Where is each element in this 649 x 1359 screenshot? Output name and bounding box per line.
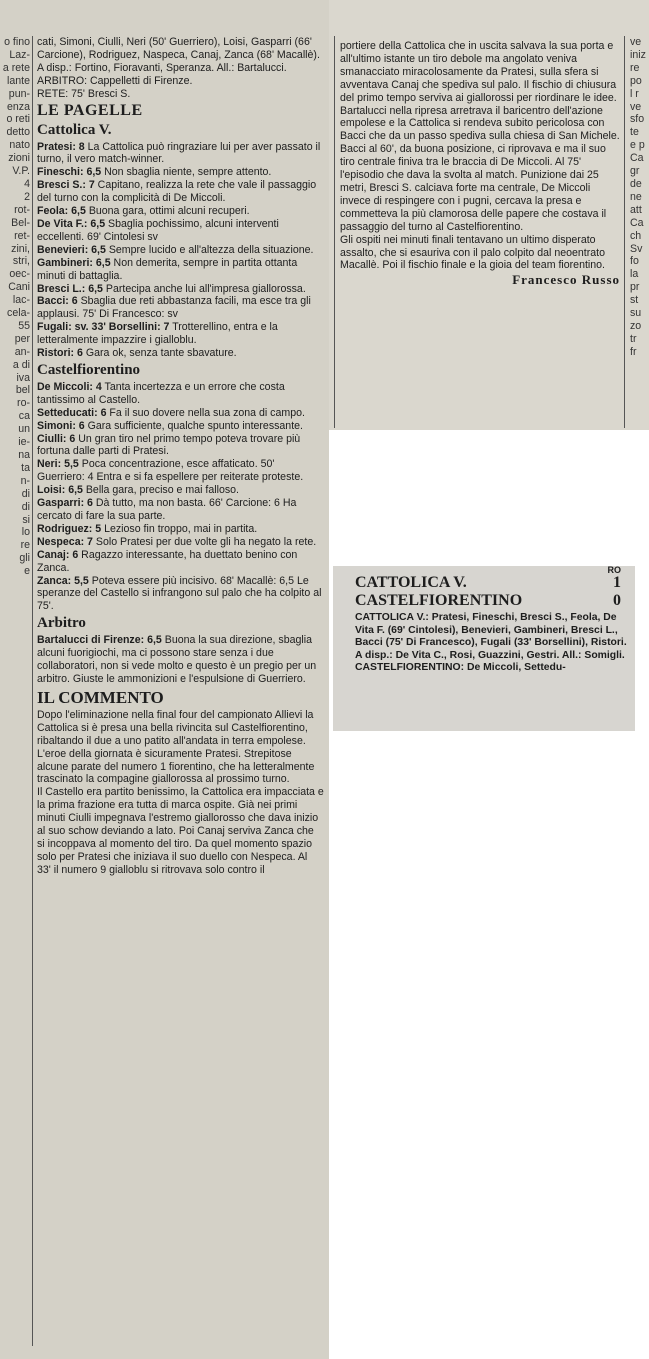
cut-text-fragment: lac- [12,294,30,307]
cut-text-fragment: a rete [2,61,30,74]
player-rating [37,218,324,244]
cut-text-fragment: zini, [11,242,30,255]
player-rating [37,257,324,283]
cut-text-fragment: e p [630,139,645,152]
player-comment: Gara ok, senza tante sbavature. [82,347,237,360]
cut-text-fragment: V.P. [12,165,30,178]
team-score: 0 [613,592,621,609]
player-rating [37,484,324,497]
cut-text-fragment: gr [630,165,640,178]
cut-text-fragment: ta [21,461,30,474]
cut-text-fragment: per [14,332,30,345]
player-rating [37,420,324,433]
cut-text-fragment: zioni [8,152,30,165]
player-rating [37,536,324,549]
cut-text-fragment: o reti [6,113,30,126]
player-comment: Gara sufficiente, qualche spunto interessante. [84,419,303,432]
player-name: Canaj: 6 [37,548,79,561]
player-comment: Capitano, realizza la rete che vale il passaggio del turno con la complicità di De Miccoli. [37,179,317,205]
player-rating [37,295,324,321]
heading-commento: IL COMMENTO [37,687,164,707]
player-rating [37,141,324,167]
cut-text-fragment: fr [630,345,637,358]
cut-text-fragment: di [21,500,30,513]
cut-text-fragment: an- [14,345,30,358]
cut-text-fragment: di [21,487,30,500]
scorebox [333,566,635,731]
cut-text-fragment: Bel- [11,216,30,229]
score-row [333,574,635,592]
cut-text-fragment: Cani [8,281,30,294]
cut-text-fragment: nato [9,139,30,152]
right-cut-column [630,36,649,359]
cut-text-fragment: un [18,423,30,436]
article-paragraph: Bartalucci nella ripresa arretrava il baricentro dell'azione empolese e la Cattolica si rendeva subito pericolosa con Bacci che da un passo spediva sulla chiesa di San Michele. Bacci al 60', da buona posizione, ci riprovava e ma il suo tiro centrale finiva tra le braccia di De Miccoli. Al 75' l'episodio che dava la svolta al match. Punizione dai 25 metri, Bresci S. calciava forte ma centrale, De Miccoli invece di respingere con i pugni, cercava la presa e commetteva la più clamorosa delle papere che costava il passaggio del turno al Castelfiorentino. [340,104,620,233]
player-comment: Dà tutto, ma non basta. 66' Carcione: 6 Ha cercato di fare la sua parte. [37,497,297,522]
scorebox-fragment: RO [607,565,621,575]
player-name: Gambineri: 6,5 [37,256,111,269]
cut-text-fragment: lo [21,526,30,539]
column-divider [334,36,335,428]
player-rating [37,381,324,407]
cut-text-fragment: de [630,177,642,190]
player-comment: Non demerita, sempre in partita ottanta minuti di battaglia. [37,256,298,282]
player-rating [37,549,324,575]
heading-castelfiorentino: Castelfiorentino [37,361,141,378]
player-name: Ciulli: 6 [37,432,76,445]
player-rating [37,458,324,484]
player-comment: Sbaglia pochissimo, alcuni interventi eccellenti. 69' Cintolesi sv [37,217,279,243]
player-rating [37,244,324,257]
cut-text-fragment: si [22,513,30,526]
player-name: Bresci L.: 6,5 [37,282,103,295]
player-name: Setteducati: 6 [37,406,107,419]
cut-text-fragment: Ca [630,152,644,165]
player-rating [37,205,324,218]
player-comment: Lezioso fin troppo, mai in partita. [101,522,258,535]
cut-text-fragment: ch [630,229,642,242]
article-column-left [37,36,324,877]
player-comment: Partecipa anche lui all'impresa giallorossa. [102,282,306,295]
lineup-continuation: cati, Simoni, Ciulli, Neri (50' Guerriero), Loisi, Gasparri (66' Carcione), Rodriguez, Naspeca, Canaj, Zanca (68' Macallè). A disp.: Fortino, Fioravanti, Speranza. All.: Bartalucci. [37,36,320,74]
cut-text-fragment: 55 [18,319,30,332]
commento-paragraph: Il Castello era partito benissimo, la Cattolica era impacciata e la prima frazione era tutta di marca ospite. Già nei primi minuti Ciulli impegnava l'estremo giallorosso che dava inizio al suo schow deviando a lato. Poi Canaj serviva Zanca che si incoppava al momento del tiro. Da quel momento spazio solo per Pratesi che iniziava il suo duello con Nespeca. Al 33' il numero 9 gialloblu si ritrovava solo contro il [37,786,324,876]
heading-cattolica: Cattolica V. [37,121,112,138]
player-rating [37,497,324,523]
cut-text-fragment: zo [630,319,642,332]
commento-paragraph: Dopo l'eliminazione nella final four del campionato Allievi la Cattolica si è presa una bella rivincita sul Castelfiorentino, ribaltando il due a uno patito all'andata in terra empolese. L'eroe della giornata è sicuramente Pratesi. Strepitose alcune parate del numero 1 fiorentino, che ha letteralmente trascinato la compagine giallorossa al prossimo turno. [37,708,315,786]
player-name: Loisi: 6,5 [37,484,83,497]
team-name: CATTOLICA V. [355,574,467,591]
player-comment: Poca concentrazione, esce affaticato. 50' Guerriero: 4 Entra e si fa espellere per reiterate proteste. [37,458,304,484]
cattolica-ratings [37,141,324,360]
player-name: Pratesi: 8 [37,140,85,153]
player-rating [37,179,324,205]
cut-text-fragment: bel [15,384,30,397]
cut-text-fragment: ie- [18,436,30,449]
player-name: Neri: 5,5 [37,458,79,471]
player-comment: Poteva essere più incisivo. 68' Macallè: 6,5 Le speranze del Castello si infrangono sul palo che ha colpito al 75'. [37,574,322,613]
cut-text-fragment: o fino [4,36,30,48]
cut-text-fragment: cela- [7,307,30,320]
player-rating [37,321,324,347]
cut-text-fragment: rot- [14,203,30,216]
player-name: Bacci: 6 [37,295,78,308]
player-name: Fineschi: 6,5 [37,166,102,179]
player-name: Feola: 6,5 [37,205,86,218]
player-comment: Ragazzo interessante, ha duettato benino con Zanca. [37,548,298,574]
cut-text-fragment: lante [7,74,30,87]
player-rating [37,283,324,296]
lineup-text [333,610,635,675]
cut-text-fragment: st [630,294,639,307]
cut-text-fragment: pun- [8,87,30,100]
player-name: Simoni: 6 [37,419,85,432]
column-divider [32,36,33,1346]
cut-text-fragment: att [630,203,642,216]
referee-rating: Bartalucci di Firenze: 6,5 Buona la sua direzione, sbaglia alcuni fuorigiochi, ma ci possono stare senza i due collaboratori, non si vede molto e questo è un pregio per un arbitro. Giuste le ammonizioni e l'espulsione di Guerriero. [37,634,317,685]
cut-text-fragment: Laz- [9,48,30,61]
heading-pagelle: LE PAGELLE [37,101,143,119]
player-comment: Buona gara, ottimi alcuni recuperi. [85,205,250,218]
player-name: Fugali: sv. 33' Borsellini: 7 [37,321,170,334]
castelfiorentino-lineup: CASTELFIORENTINO: De Miccoli, Settedu- [355,662,566,674]
player-name: De Miccoli: 4 [37,380,102,393]
article-column-right [340,40,620,287]
cut-text-fragment: te [630,126,639,139]
player-comment: Sbaglia due reti abbastanza facili, ma esce tra gli applausi. 75' Di Francesco: sv [37,295,311,321]
cut-text-fragment: a di [12,358,30,371]
column-divider [624,36,625,428]
team-score: 1 [613,574,621,591]
cut-text-fragment: stri, [12,255,30,268]
cut-text-fragment: fo [630,255,639,268]
author-signature: Francesco Russo [512,272,620,288]
cut-text-fragment: 2 [24,190,30,203]
article-paragraph: portiere della Cattolica che in uscita salvava la sua porta e all'ultimo istante un tiro debole ma angolato veniva smanacciato miracolosamente da Pratesi, sulla sfera si avventava Canaj che spediva sul palo. Il fischio di chiusura del primo tempo serviva ai giallorossi per riordinare le idee. [340,40,617,104]
cut-text-fragment: ne [630,190,642,203]
player-comment: Non sbaglia niente, sempre attento. [101,166,272,179]
player-comment: Tanta incertezza e un errore che costa tantissimo al Castello. [37,380,285,406]
cut-text-fragment: ve [630,36,642,48]
cut-text-fragment: tr [630,332,637,345]
cut-text-fragment: ro- [17,397,30,410]
player-rating [37,433,324,459]
cut-text-fragment: Ca [630,216,644,229]
player-rating [37,523,324,536]
score-row [333,592,635,610]
cattolica-lineup: CATTOLICA V.: Pratesi, Fineschi, Bresci S., Feola, De Vita F. (69' Cintolesi), Benevieri, Gambineri, Bresci L., Bacci (75' Di Francesco), Fugali (33' Borsellini), Ristori. A disp.: De Vita C., Rosi, Guazzini, Gestri. All.: Somigli. [355,612,627,661]
player-name: Bresci S.: 7 [37,179,95,192]
team-name: CASTELFIORENTINO [355,592,523,609]
cut-text-fragment: sfo [630,113,645,126]
cut-text-fragment: iva [16,371,30,384]
cut-text-fragment: gli [19,552,30,565]
player-rating [37,407,324,420]
cut-text-fragment: l r [630,87,639,100]
cut-text-fragment: n- [20,474,30,487]
player-comment: Fa il suo dovere nella sua zona di campo. [106,406,305,419]
heading-arbitro: Arbitro [37,615,86,632]
player-comment: Un gran tiro nel primo tempo poteva trovare più fortuna dalle parti di Pratesi. [37,432,301,458]
cut-text-fragment: enza [7,100,30,113]
player-name: Rodriguez: 5 [37,522,102,535]
left-cut-column [0,36,30,578]
player-name: Benevieri: 6,5 [37,243,106,256]
cut-text-fragment: ret- [14,229,30,242]
referee-line: ARBITRO: Cappelletti di Firenze. [37,74,193,87]
player-name: De Vita F.: 6,5 [37,217,106,230]
player-name: Ristori: 6 [37,347,83,360]
player-comment: Bella gara, preciso e mai falloso. [82,484,239,497]
cut-text-fragment: po [630,74,642,87]
player-rating [37,166,324,179]
cut-text-fragment: ve [630,100,642,113]
cut-text-fragment: 4 [24,177,30,190]
cut-text-fragment: la [630,268,639,281]
cut-text-fragment: pr [630,281,640,294]
cut-text-fragment: Sv [630,242,643,255]
player-name: Gasparri: 6 [37,497,93,510]
player-rating [37,347,324,360]
player-comment: Trotterellino, entra e la letteralmente impazzire i gialloblu. [37,321,278,347]
castelfiorentino-ratings [37,381,324,613]
player-name: Nespeca: 7 [37,535,93,548]
cut-text-fragment: oec- [9,268,30,281]
cut-text-fragment: na [18,449,30,461]
cut-text-fragment: ca [18,410,30,423]
goal-line: RETE: 75' Bresci S. [37,87,131,100]
player-comment: La Cattolica può ringraziare lui per aver passato il turno, il vero match-winner. [37,140,321,166]
cut-text-fragment: re [630,61,640,74]
cut-text-fragment: su [630,307,642,320]
player-name: Zanca: 5,5 [37,574,89,587]
cut-text-fragment: e [24,565,30,578]
cut-text-fragment: iniz [630,48,646,61]
cut-text-fragment: re [20,539,30,552]
cut-text-fragment: detto [6,126,30,139]
player-rating [37,575,324,614]
player-comment: Solo Pratesi per due volte gli ha negato la rete. [92,535,317,548]
player-comment: Sempre lucido e all'altezza della situazione. [105,243,314,256]
article-paragraph: Gli ospiti nei minuti finali tentavano un ultimo disperato assalto, che si esauriva con il palo colpito dal neoentrato Macallè. Poi il fischio finale e la gioia del team fiorentino. [340,233,606,272]
